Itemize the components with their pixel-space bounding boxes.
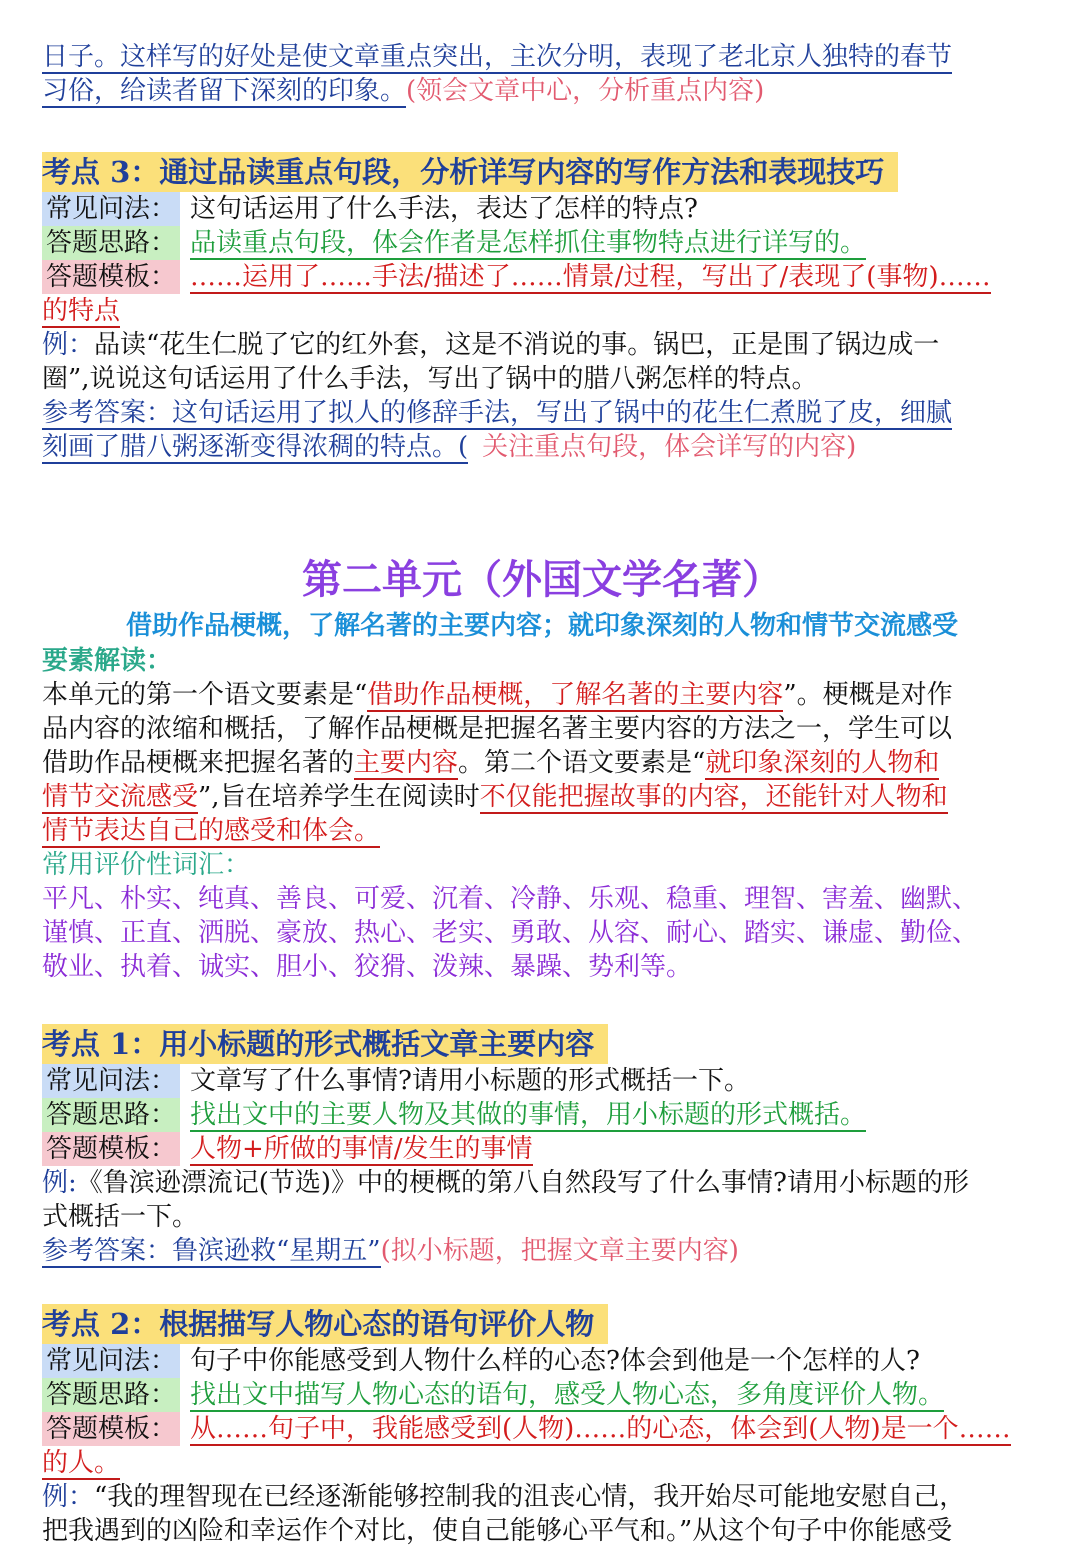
template-row: [42, 1412, 1042, 1446]
paragraph-line: [42, 74, 1042, 108]
text-span: 日子。这样写的好处是使文章重点突出，主次分明，表现了老北京人独特的春节: [42, 42, 953, 72]
highlight-text: 主要内容: [354, 748, 459, 778]
example-row: [42, 1166, 1042, 1200]
paragraph-line: [42, 814, 1042, 848]
text-span: 本单元的第一个语文要素是“: [42, 680, 368, 710]
idea-row: [42, 226, 1042, 260]
unit-subtitle: 借助作品梗概，了解名著的主要内容；就印象深刻的人物和情节交流感受: [125, 611, 958, 641]
example-text: 式概括一下。: [42, 1202, 199, 1232]
paragraph-line: [42, 780, 1042, 814]
note-text: (拟小标题，把握文章主要内容): [380, 1236, 739, 1266]
template-text: 的人。: [42, 1448, 121, 1478]
section-heading-k1: 考点 1：用小标题的形式概括文章主要内容: [42, 1024, 608, 1064]
template-row-cont: [42, 1446, 1042, 1480]
text-span: 习俗，给读者留下深刻的印象。: [42, 76, 407, 106]
paragraph-line: [42, 746, 1042, 780]
section-heading-k3: 考点 3：通过品读重点句段，分析详写内容的写作方法和表现技巧: [42, 152, 898, 192]
answer-row: [42, 396, 1042, 430]
label-text: 例：: [42, 330, 95, 360]
example-text: “我的理智现在已经逐渐能够控制我的沮丧心情，我开始尽可能地安慰自己，: [94, 1482, 966, 1512]
highlight-text: 情节交流感受: [42, 782, 199, 812]
example-text: 把我遇到的凶险和幸运作个对比，使自己能够心平气和。”从这个句子中你能感受: [42, 1516, 953, 1546]
label-text: 参考答案：: [42, 398, 173, 428]
section-heading-k2: 考点 2：根据描写人物心态的语句评价人物: [42, 1304, 608, 1344]
answer-row-cont: [42, 430, 1042, 464]
answer-text: 这句话运用了拟人的修辞手法，写出了锅中的花生仁煮脱了皮，细腻: [172, 398, 953, 428]
text-span: 。第二个语文要素是“: [458, 748, 706, 778]
question-row: [42, 1344, 1042, 1378]
label-tag: 答题思路：: [42, 1378, 180, 1412]
highlight-text: 不仅能把握故事的内容，还能针对人物和: [479, 782, 948, 812]
example-row-cont: [42, 362, 1042, 396]
example-row: [42, 1480, 1042, 1514]
note-text: 关注重点句段，体会详写的内容): [482, 432, 857, 462]
highlight-text: 就印象深刻的人物和: [705, 748, 940, 778]
idea-text: 品读重点句段，体会作者是怎样抓住事物特点进行详写的。: [190, 228, 867, 258]
label-tag: 常见问法：: [42, 1344, 180, 1378]
question-text: 文章写了什么事情?请用小标题的形式概括一下。: [190, 1066, 750, 1096]
paragraph-line: [42, 712, 1042, 746]
example-text: 《鲁滨逊漂流记(节选)》中的梗概的第八自然段写了什么事情?请用小标题的形: [76, 1168, 969, 1198]
example-row-cont: [42, 1514, 1042, 1548]
idea-text: 找出文中的主要人物及其做的事情，用小标题的形式概括。: [190, 1100, 867, 1130]
idea-row: [42, 1378, 1042, 1412]
text-span: ”。梗概是对作: [783, 680, 953, 710]
idea-row: [42, 1098, 1042, 1132]
label-tag: 常见问法：: [42, 192, 180, 226]
question-text: 句子中你能感受到人物什么样的心态?体会到他是一个怎样的人?: [190, 1346, 920, 1376]
label-tag: 答题思路：: [42, 226, 180, 260]
unit-title: 第二单元（外国文学名著）: [302, 556, 782, 603]
note-text: (领会文章中心，分析重点内容): [406, 76, 765, 106]
label-tag: 答题模板：: [42, 260, 180, 294]
template-row: [42, 1132, 1042, 1166]
question-text: 这句话运用了什么手法，表达了怎样的特点?: [190, 194, 698, 224]
label-tag: 答题模板：: [42, 1132, 180, 1166]
paragraph-line: [42, 678, 1042, 712]
paragraph-line: [42, 40, 1042, 74]
template-row: [42, 260, 1042, 294]
question-row: [42, 1064, 1042, 1098]
template-text: 从……句子中，我能感受到(人物)……的心态，体会到(人物)是一个……: [190, 1414, 1011, 1444]
template-text: 的特点: [42, 296, 121, 326]
example-text: 圈”,说说这句话运用了什么手法，写出了锅中的腊八粥怎样的特点。: [42, 364, 818, 394]
label-text: 参考答案：: [42, 1236, 173, 1266]
highlight-text: 情节表达自己的感受和体会。: [42, 816, 381, 846]
label-tag: 答题模板：: [42, 1412, 180, 1446]
template-text: ……运用了……手法/描述了……情景/过程，写出了/表现了(事物)……: [190, 262, 991, 292]
label-tag: 常见问法：: [42, 1064, 180, 1098]
vocab-line: 平凡、朴实、纯真、善良、可爱、沉着、冷静、乐观、稳重、理智、害羞、幽默、: [42, 884, 979, 914]
template-text: 人物+所做的事情/发生的事情: [190, 1134, 533, 1164]
answer-text: 刻画了腊八粥逐渐变得浓稠的特点。(: [42, 432, 469, 462]
example-row: [42, 328, 1042, 362]
text-span: 品内容的浓缩和概括，了解作品梗概是把握名著主要内容的方法之一，学生可以: [42, 714, 953, 744]
vocab-label: 常用评价性词汇：: [42, 850, 251, 880]
example-text: 品读“花生仁脱了它的红外套，这是不消说的事。锅巴，正是围了锅边成一: [94, 330, 940, 360]
template-row-cont: [42, 294, 1042, 328]
idea-text: 找出文中描写人物心态的语句，感受人物心态，多角度评价人物。: [190, 1380, 945, 1410]
answer-text: 鲁滨逊救“星期五”: [172, 1236, 381, 1266]
document-page: [42, 40, 1042, 1548]
vocab-line: 谨慎、正直、洒脱、豪放、热心、老实、勇敢、从容、耐心、踏实、谦虚、勤俭、: [42, 918, 979, 948]
label-tag: 答题思路：: [42, 1098, 180, 1132]
highlight-text: 借助作品梗概，了解名著的主要内容: [367, 680, 784, 710]
label-text: 例:: [42, 1168, 77, 1198]
element-label: 要素解读：: [42, 646, 173, 676]
question-row: [42, 192, 1042, 226]
text-span: ”,旨在培养学生在阅读时: [198, 782, 480, 812]
text-span: 借助作品梗概来把握名著的: [42, 748, 355, 778]
example-row-cont: [42, 1200, 1042, 1234]
label-text: 例：: [42, 1482, 95, 1512]
answer-row: [42, 1234, 1042, 1268]
vocab-line: 敬业、执着、诚实、胆小、狡猾、泼辣、暴躁、势利等。: [42, 952, 693, 982]
